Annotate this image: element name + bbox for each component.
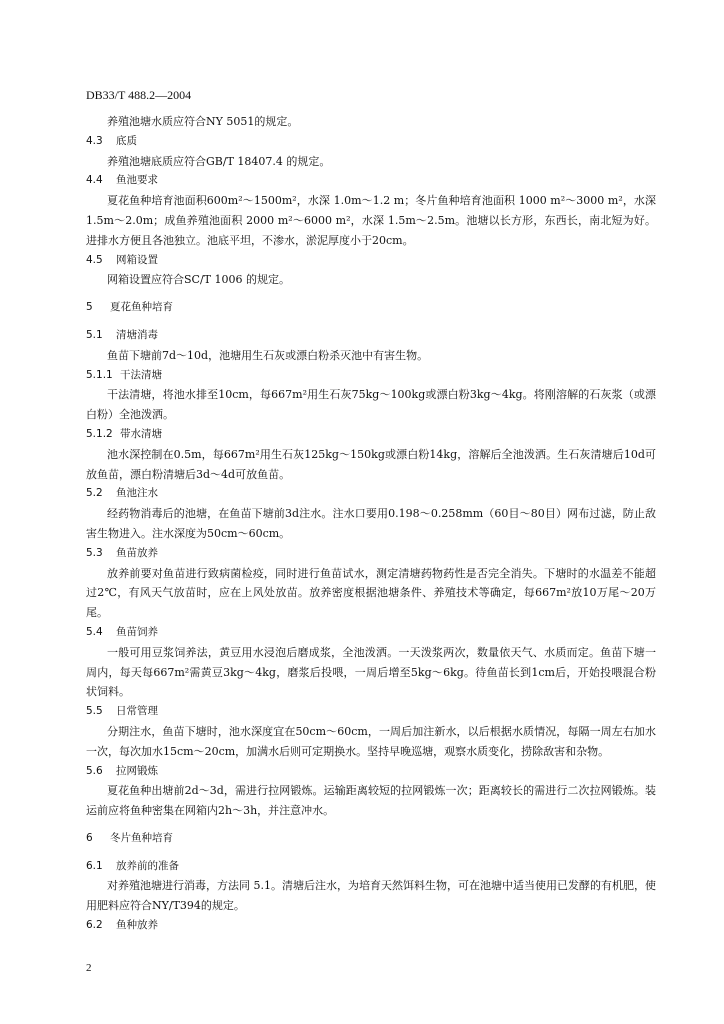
body-paragraph: 对养殖池塘进行消毒，方法同 5.1。清塘后注水，为培育天然饵料生物，可在池塘中适当使用已发酵的有机肥，使用肥料应符合NY/T394的规定。 <box>86 879 656 913</box>
section-number: 5.1.2 <box>86 427 113 440</box>
section-title: 底质 <box>116 134 137 147</box>
body-paragraph: 放养前要对鱼苗进行致病菌检疫，同时进行鱼苗试水，测定清塘药物药性是否完全消失。下塘时的水温差不能超过2℃，有风天气放苗时，应在上风处放苗。放养密度根据池塘条件、养殖技术等确定，每667m²放10万尾～20万尾。 <box>86 566 656 620</box>
section-number: 6.1 <box>86 859 103 872</box>
section-heading <box>86 251 656 271</box>
section-title: 鱼池注水 <box>116 487 158 500</box>
section-title: 带水清塘 <box>120 427 162 440</box>
section-spacer <box>86 290 656 298</box>
section-heading <box>86 326 656 346</box>
body-paragraph: 池水深控制在0.5m，每667m²用生石灰125kg～150kg或漂白粉14kg，溶解后全池泼洒。生石灰清塘后10d可放鱼苗，漂白粉清塘后3d～4d可放鱼苗。 <box>86 447 656 481</box>
section-heading <box>86 298 656 318</box>
section-number: 5.5 <box>86 705 103 718</box>
section-title: 干法清塘 <box>120 368 162 381</box>
section-number: 4.4 <box>86 174 103 187</box>
section-heading <box>86 623 656 643</box>
section-spacer <box>86 821 656 829</box>
section-title: 鱼苗饲养 <box>116 625 158 638</box>
section-heading <box>86 829 656 849</box>
body-paragraph: 夏花鱼种培育池面积600m²～1500m²，水深 1.0m～1.2 m；冬片鱼种培育池面积 1000 m²～3000 m²，水深 1.5m～2.0m；成鱼养殖池面积 2000 m²～6000 m²，水深 1.5m～2.5m。池塘以长方形，东西长，南北短为好。进排水方便且各池独立。池底平坦，不渗水，淤泥厚度小于20cm。 <box>86 194 656 247</box>
section-heading <box>86 544 656 564</box>
standard-code-header: DB33/T 488.2—2004 <box>86 88 192 102</box>
section-number: 5.3 <box>86 546 103 559</box>
section-heading <box>86 366 656 386</box>
document-body <box>86 112 656 936</box>
section-heading <box>86 857 656 877</box>
section-title: 放养前的准备 <box>116 859 179 872</box>
body-paragraph: 经药物消毒后的池塘，在鱼苗下塘前3d注水。注水口要用0.198～0.258mm（60目～80目）网布过滤，防止敌害生物进入。注水深度为50cm～60cm。 <box>86 507 656 540</box>
section-number: 5.1.1 <box>86 368 113 381</box>
body-paragraph: 分期注水，鱼苗下塘时，池水深度宜在50cm～60cm，一周后加注新水，以后根据水质情况，每隔一周左右加水一次，每次加水15cm～20cm，加满水后则可定期换水。坚持早晚巡塘，观察水质变化，捞除敌害和杂物。 <box>86 724 656 758</box>
section-heading <box>86 762 656 782</box>
section-number: 4.5 <box>86 253 103 266</box>
section-number: 6.2 <box>86 919 103 932</box>
body-paragraph: 养殖池塘水质应符合NY 5051的规定。 <box>107 115 299 128</box>
section-spacer <box>86 318 656 326</box>
section-number: 4.3 <box>86 134 103 147</box>
body-paragraph: 鱼苗下塘前7d～10d，池塘用生石灰或漂白粉杀灭池中有害生物。 <box>107 348 429 362</box>
section-title: 鱼种放养 <box>116 919 158 932</box>
section-heading <box>86 132 656 152</box>
section-spacer <box>86 849 656 857</box>
section-heading <box>86 425 656 445</box>
section-number: 5.4 <box>86 625 103 638</box>
section-title: 日常管理 <box>116 705 158 718</box>
section-title: 鱼苗放养 <box>116 546 158 559</box>
section-number: 5.2 <box>86 487 103 500</box>
section-heading <box>86 916 656 936</box>
section-heading <box>86 171 656 191</box>
section-heading <box>86 484 656 504</box>
section-number: 5 <box>86 301 93 314</box>
section-number: 6 <box>86 831 93 844</box>
section-title: 冬片鱼种培育 <box>110 831 173 844</box>
section-title: 网箱设置 <box>116 253 158 266</box>
section-title: 鱼池要求 <box>116 174 158 187</box>
page-number: 2 <box>86 962 92 974</box>
section-number: 5.6 <box>86 764 103 777</box>
section-title: 拉网锻炼 <box>116 764 158 777</box>
body-paragraph: 网箱设置应符合SC/T 1006 的规定。 <box>107 273 290 287</box>
section-title: 清塘消毒 <box>116 328 158 341</box>
section-heading <box>86 702 656 722</box>
section-title: 夏花鱼种培育 <box>110 301 173 314</box>
body-paragraph: 干法清塘，将池水排至10cm，每667m²用生石灰75kg～100kg或漂白粉3kg～4kg。将刚溶解的石灰浆（或漂白粉）全池泼洒。 <box>86 388 656 422</box>
section-number: 5.1 <box>86 328 103 341</box>
body-paragraph: 夏花鱼种出塘前2d～3d，需进行拉网锻炼。运输距离较短的拉网锻炼一次；距离较长的需进行二次拉网锻炼。装运前应将鱼种密集在网箱内2h～3h，并注意冲水。 <box>86 784 656 818</box>
body-paragraph: 养殖池塘底质应符合GB/T 18407.4 的规定。 <box>107 154 331 168</box>
body-paragraph: 一般可用豆浆饲养法，黄豆用水浸泡后磨成浆，全池泼洒。一天泼浆两次，数量依天气、水质而定。鱼苗下塘一周内，每天每667m²需黄豆3kg～4kg，磨浆后投喂，一周后增至5kg～6kg。待鱼苗长到1cm后，开始投喂混合粉状饲料。 <box>86 645 656 699</box>
